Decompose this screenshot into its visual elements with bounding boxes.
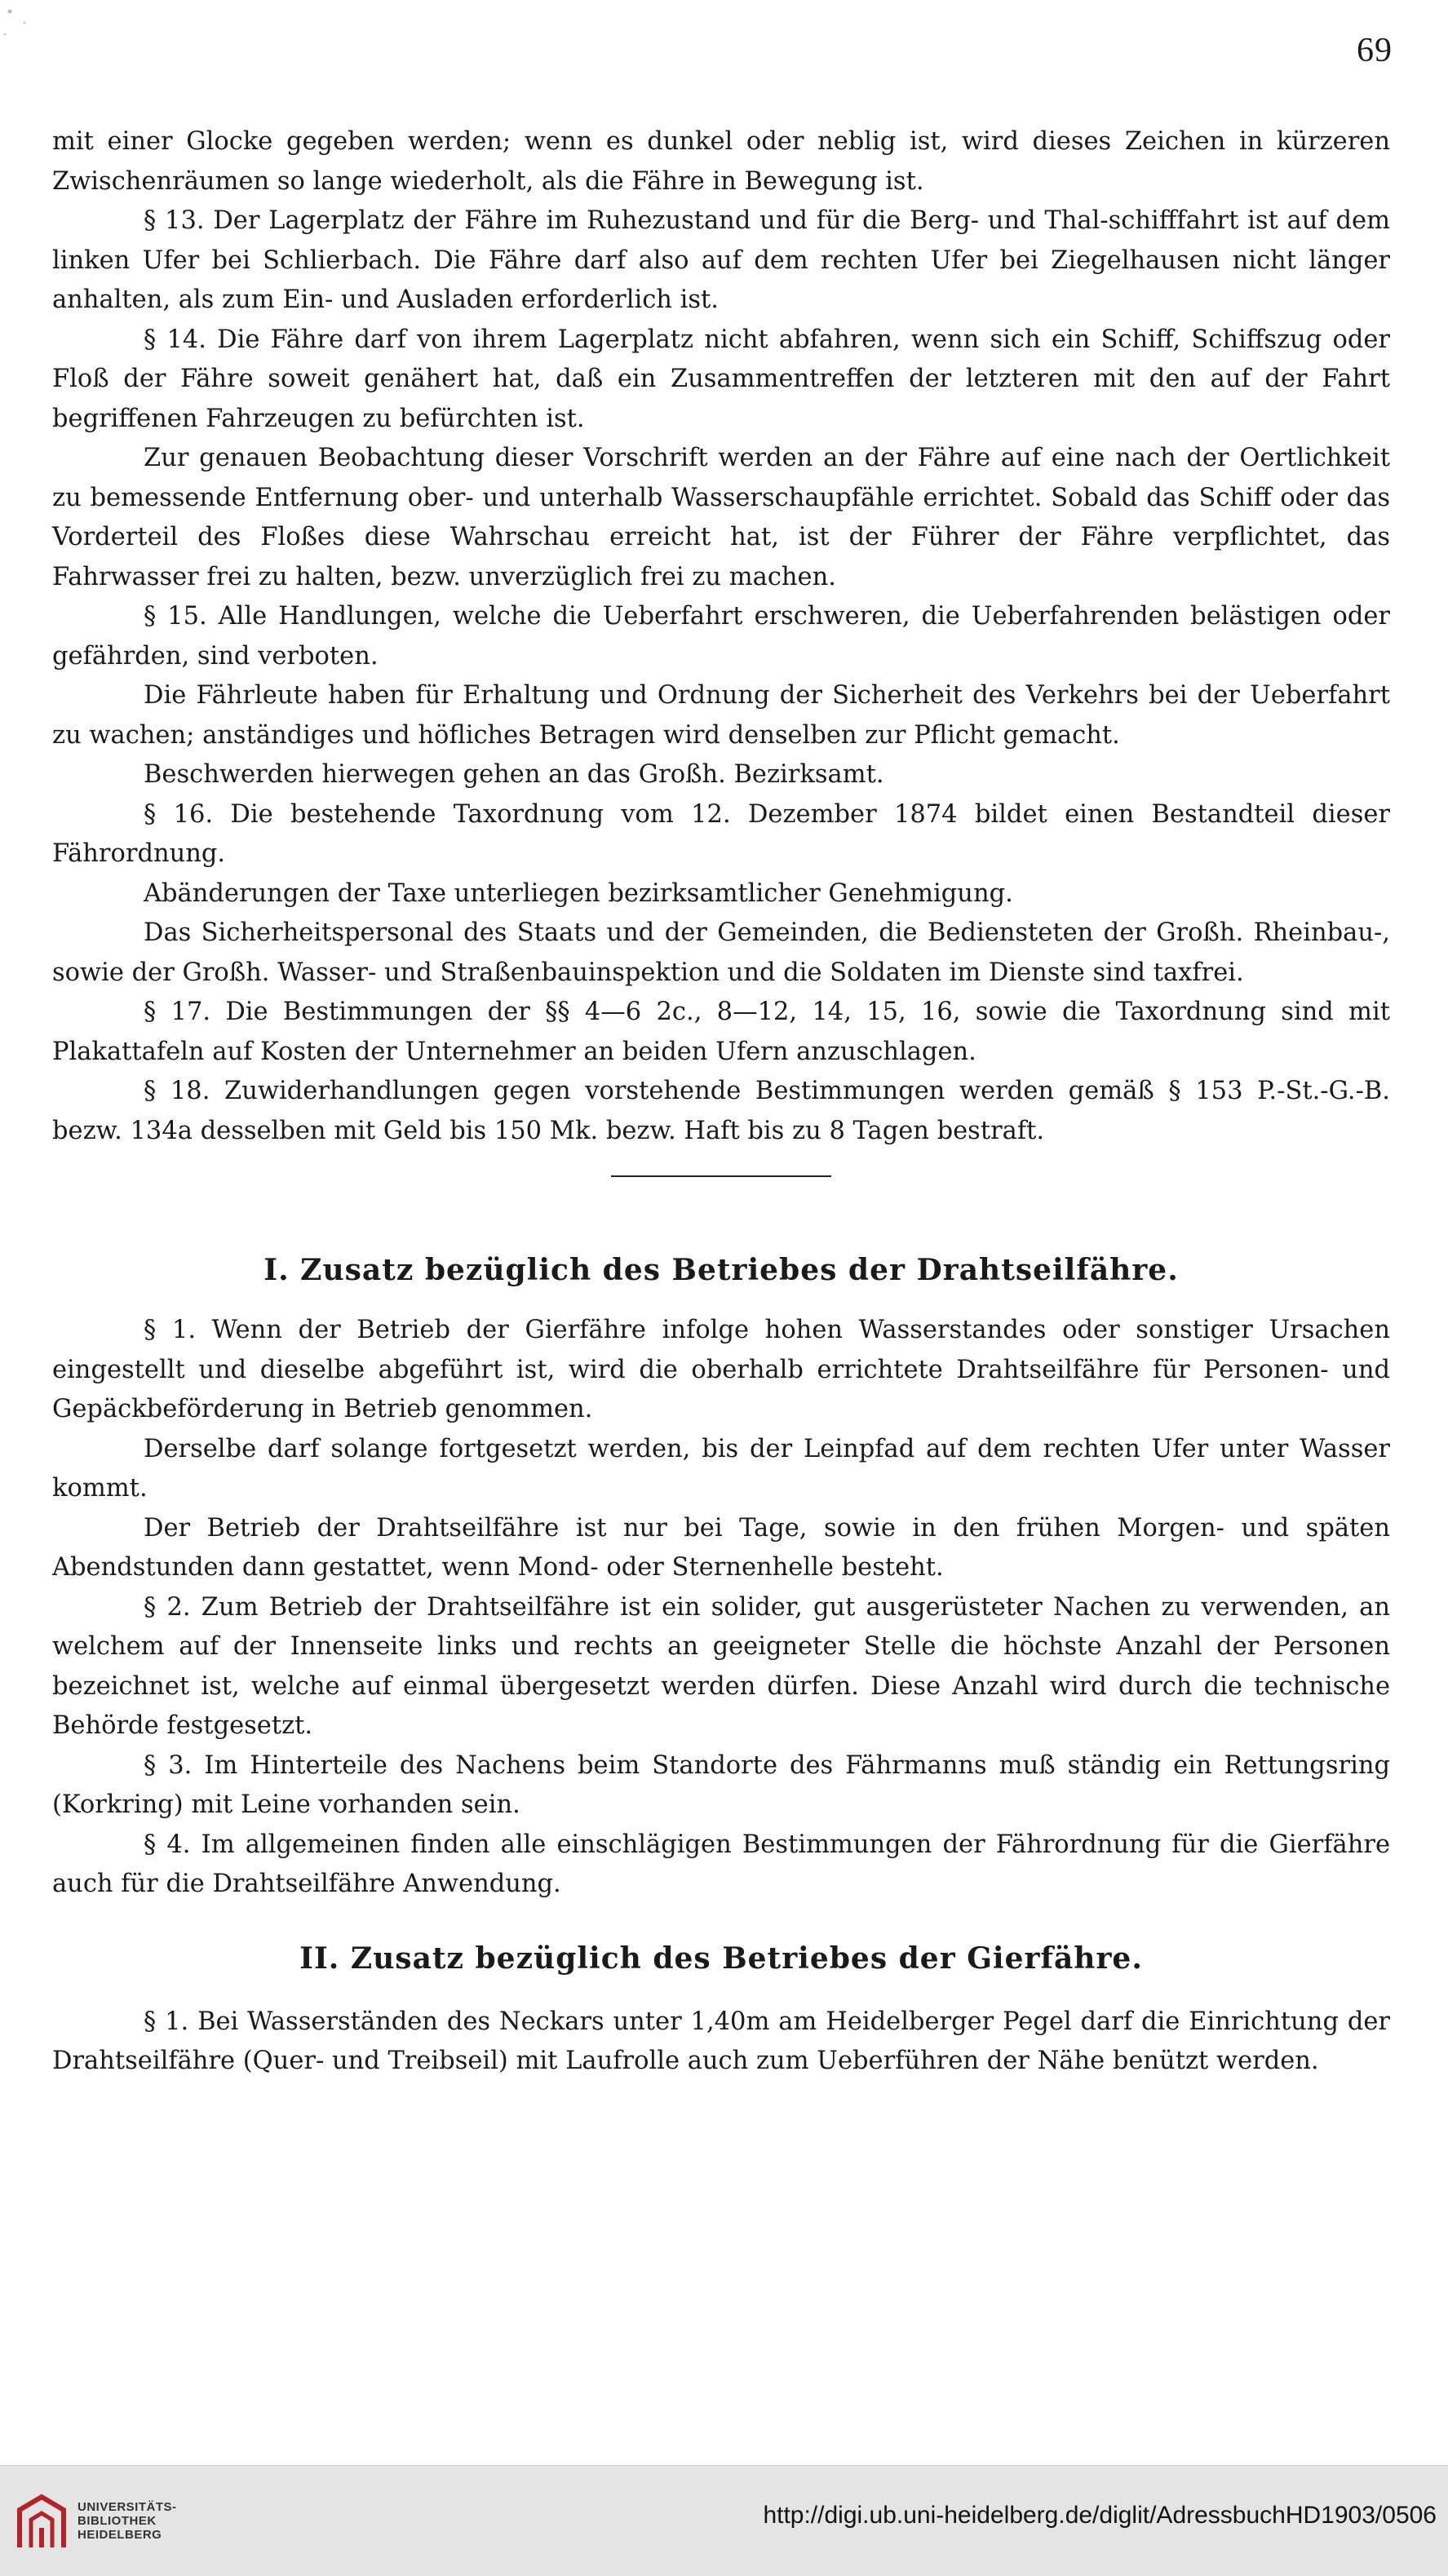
- paragraph: Derselbe darf solange fortgesetzt werden, bis der Leinpfad auf dem rechten Ufer unter Wasser kommt.: [52, 1434, 1390, 1503]
- ordinance-text-top: [52, 122, 1390, 1151]
- section-heading-one: I. Zusatz bezüglich des Betriebes der Drahtseilfähre.: [263, 1253, 1179, 1287]
- library-name-line: HEIDELBERG: [77, 2528, 162, 2542]
- paragraph: § 4. Im allgemeinen finden alle einschlägigen Bestimmungen der Fährordnung für die Gierfähre auch für die Drahtseilfähre Anwendung.: [52, 1830, 1390, 1898]
- paragraph: Der Betrieb der Drahtseilfähre ist nur bei Tage, sowie in den frühen Morgen- und späten Abendstunden dann gestattet, wenn Mond- oder Sternenhelle besteht.: [52, 1513, 1390, 1582]
- paragraph: § 13. Der Lagerplatz der Fähre im Ruhezustand und für die Berg- und Thal-schifffahrt ist auf dem linken Ufer bei Schlierbach. Die Fähre darf also auf dem rechten Ufer bei Ziegelhausen nicht länger anhalten, als zum Ein- und Ausladen erforderlich ist.: [52, 206, 1390, 314]
- paragraph: § 17. Die Bestimmungen der §§ 4—6 2c., 8—12, 14, 15, 16, sowie die Taxordnung sind mit Plakattafeln auf Kosten der Unternehmer an beiden Ufern anzuschlagen.: [52, 998, 1390, 1066]
- library-name-line: BIBLIOTHEK: [77, 2514, 157, 2528]
- paragraph: Beschwerden hierwegen gehen an das Großh. Bezirksamt.: [144, 760, 884, 789]
- paragraph: Die Fährleute haben für Erhaltung und Ordnung der Sicherheit des Verkehrs bei der Ueberfahrt zu wachen; anständiges und höfliches Betragen wird denselben zur Pflicht gemacht.: [52, 681, 1390, 750]
- library-name-line: UNIVERSITÄTS-: [77, 2500, 177, 2514]
- paragraph: § 3. Im Hinterteile des Nachens beim Standorte des Fährmanns muß ständig ein Rettungsring (Korkring) mit Leine vorhanden sein.: [52, 1751, 1390, 1819]
- paragraph: § 2. Zum Betrieb der Drahtseilfähre ist ein solider, gut ausgerüsteter Nachen zu verwenden, an welchem auf der Innenseite links und rechts an geeigneter Stelle die höchste Anzahl der Personen bezeichnet ist, welche auf einmal übergesetzt werden dürfen. Diese Anzahl wird durch die technische Behörde festgesetzt.: [52, 1592, 1390, 1740]
- paragraph: Zur genauen Beobachtung dieser Vorschrift werden an der Fähre auf eine nach der Oertlichkeit zu bemessende Entfernung ober- und unterhalb Wasserschaupfähle errichtet. Sobald das Schiff oder das Vorderteil des Floßes diese Wahrschau erreicht hat, ist der Führer der Fähre verpflichtet, das Fahrwasser frei zu halten, bezw. unverzüglich frei zu machen.: [52, 444, 1390, 591]
- library-logo-icon: [15, 2490, 69, 2554]
- paragraph: § 18. Zuwiderhandlungen gegen vorstehende Bestimmungen werden gemäß § 153 P.-St.-G.-B. bezw. 134a desselben mit Geld bis 150 Mk. bezw. Haft bis zu 8 Tagen bestraft.: [52, 1077, 1390, 1145]
- paragraph: § 16. Die bestehende Taxordnung vom 12. Dezember 1874 bildet einen Bestandteil dieser Fährordnung.: [52, 799, 1390, 868]
- page-number: 69: [1357, 32, 1393, 69]
- scan-artifact: [0, 0, 49, 57]
- section-one-text: [52, 1311, 1390, 1905]
- paragraph: Abänderungen der Taxe unterliegen bezirksamtlicher Genehmigung.: [144, 879, 1013, 908]
- paragraph: Das Sicherheitspersonal des Staats und der Gemeinden, die Bediensteten der Großh. Rheinbau-, sowie der Großh. Wasser- und Straßenbauinspektion und die Soldaten im Dienste sind taxfrei.: [52, 918, 1390, 987]
- page-body: [52, 122, 1390, 2082]
- paragraph: § 14. Die Fähre darf von ihrem Lagerplatz nicht abfahren, wenn sich ein Schiff, Schiffszug oder Floß der Fähre soweit genähert hat, daß ein Zusammentreffen der letzteren mit den auf der Fahrt begriffenen Fahrzeugen zu befürchten ist.: [52, 325, 1390, 433]
- footer-bar: [0, 2465, 1448, 2576]
- paragraph: § 1. Bei Wasserständen des Neckars unter 1,40m am Heidelberger Pegel darf die Einrichtung der Drahtseilfähre (Quer- und Treibseil) mit Laufrolle auch zum Ueberführen der Nähe benützt werden.: [52, 2007, 1390, 2075]
- paragraph: mit einer Glocke gegeben werden; wenn es dunkel oder neblig ist, wird dieses Zeichen in kürzeren Zwischenräumen so lange wiederholt, als die Fähre in Bewegung ist.: [52, 127, 1390, 196]
- paragraph: § 1. Wenn der Betrieb der Gierfähre infolge hohen Wasserstandes oder sonstiger Ursachen eingestellt und dieselbe abgeführt ist, wird die oberhalb errichtete Drahtseilfähre für Personen- und Gepäckbeförderung in Betrieb genommen.: [52, 1316, 1390, 1423]
- source-url[interactable]: http://digi.ub.uni-heidelberg.de/diglit/AdressbuchHD1903/0506: [763, 2502, 1437, 2529]
- section-two-text: [52, 2003, 1390, 2082]
- library-name: [77, 2500, 177, 2542]
- section-heading-two: II. Zusatz bezüglich des Betriebes der Gierfähre.: [299, 1941, 1143, 1976]
- section-divider: [611, 1175, 831, 1177]
- paragraph: § 15. Alle Handlungen, welche die Ueberfahrt erschweren, die Ueberfahrenden belästigen oder gefährden, sind verboten.: [52, 602, 1390, 671]
